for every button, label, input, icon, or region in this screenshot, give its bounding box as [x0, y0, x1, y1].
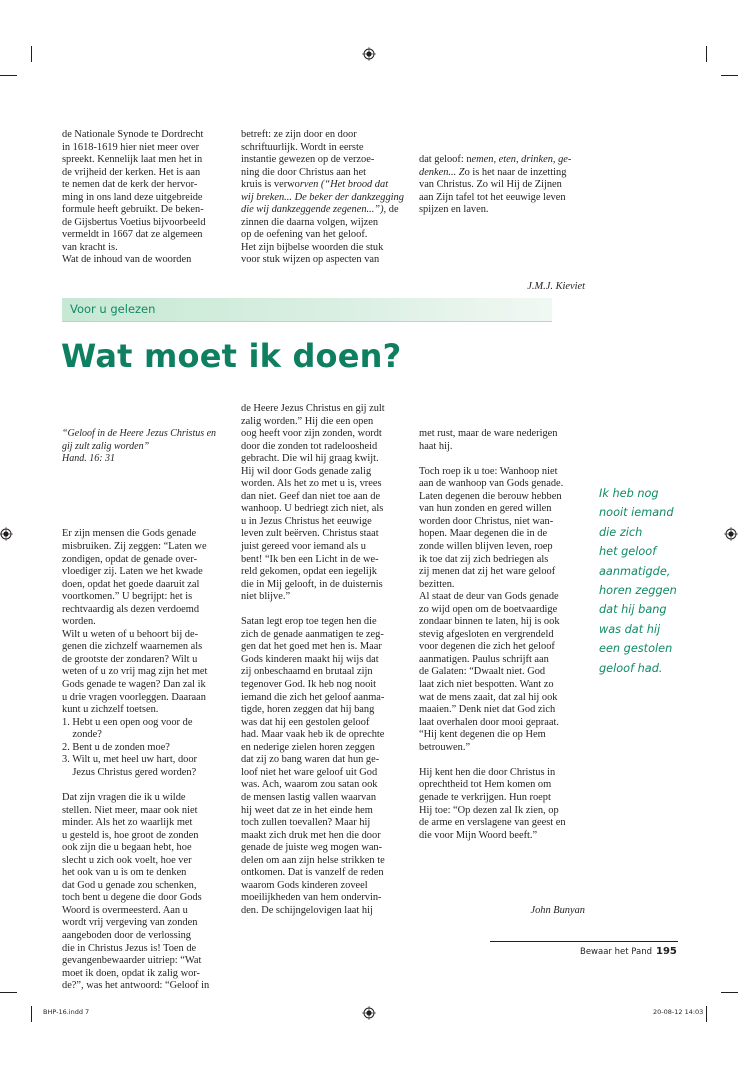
text-line: laat zich niet bespotten. Want zo [419, 679, 554, 691]
text-line: voor degenen die zich het geloof [419, 641, 555, 653]
text-line: dat God u genade zou schenken, [62, 879, 197, 891]
text-line: Hij toe: “Op dezen zal Ik zien, op [419, 804, 559, 816]
article-column-3 [419, 403, 585, 930]
text-line [62, 779, 216, 792]
article-headline: Wat moet ik doen? [61, 337, 402, 375]
text-line: weten of u zo vrij mag zijn het met [62, 666, 208, 678]
text-line: leven zult beërven. Christus staat [241, 528, 379, 540]
text-line: was. Ach, waarom zou satan ook [241, 779, 378, 791]
text-line: loof niet het ware geloof uit God [241, 766, 378, 778]
text-line: niet blijve.” [241, 591, 291, 603]
text-line: dan niet. Geef dan niet toe aan de [241, 490, 381, 502]
text-line: doen, opdat het goede daaruit zal [62, 578, 200, 590]
text-line: ming in ons land deze uitgebreide [62, 191, 203, 203]
text-line: instantie gewezen op de verzoe- [241, 154, 375, 166]
text-line: maaien.” Denk niet dat God zich [419, 704, 556, 716]
text-line: Hij kent hen die door Christus in [419, 766, 556, 778]
text-line: de Gijsbertus Voetius bijvoorbeeld [62, 216, 206, 228]
text-line: van kracht is. [62, 241, 118, 253]
text-line: dat geloof: nemen, eten, drinken, ge- [419, 154, 572, 166]
text-line: u gesteld is, hoe groot de zonden [62, 829, 199, 841]
text-line: Hand. 16: 31 [62, 453, 116, 465]
text-line: toch zullen toevallen? Maar hij [241, 817, 371, 829]
section-label: Voor u gelezen [70, 302, 156, 316]
text-line: de?”, was het antwoord: “Geloof in [62, 980, 210, 992]
text-line: stellen. Niet meer, maar ook niet [62, 804, 198, 816]
text-line: tigde, horen zeggen dat hij bang [241, 704, 375, 716]
text-line: zonde willen blijven leven, roep [419, 541, 553, 553]
crop-mark [31, 1006, 32, 1022]
text-line: wij breken... De beker der dankzegging [241, 191, 404, 203]
text-line: minder. Als het zo waarlijk met [62, 817, 193, 829]
registration-mark-icon [724, 527, 738, 541]
text-line: rechtvaardig als dezen verdoemd [62, 603, 200, 615]
text-line: betrouwen.” [419, 741, 471, 753]
text-line: Wilt u weten of u behoort bij de- [62, 628, 199, 640]
text-line: de Nationale Synode te Dordrecht [62, 129, 204, 140]
text-line: Wat de inhoud van de woorden [62, 254, 192, 266]
text-line: reld gekomen, opdat een iegelijk [241, 566, 377, 578]
text-line: Woord is overmeesterd. Aan u [62, 904, 188, 916]
text-line: 3. Wilt u, met heel uw hart, door [62, 754, 198, 766]
text-line: de Heere Jezus Christus en gij zult [241, 403, 385, 414]
text-line: geloof had. [599, 661, 663, 675]
text-line: zondigen, opdat de genade over- [62, 553, 198, 565]
article-column-2 [241, 403, 385, 917]
text-line: gij zult zalig worden” [62, 440, 150, 452]
epigraph [62, 428, 216, 466]
text-line: delen om aan zijn helse strikken te [241, 854, 385, 866]
text-line: zo wijd open om de boetvaardige [419, 603, 558, 615]
text-line: stevig afgesloten en vergrendeld [419, 628, 554, 640]
text-line: die in Mij gelooft, in de duisternis [241, 578, 383, 590]
text-line: met rust, maar de ware nederigen [419, 428, 558, 440]
text-line: in 1618-1619 hier niet meer over [62, 141, 200, 153]
text-line: u drie vragen voorleggen. Daaraan [62, 691, 206, 703]
text-line: toch bent u degene die door Gods [62, 892, 202, 904]
text-line: de grootste der zondaren? Wilt u [62, 653, 198, 665]
text-line: op de oefening van het geloof. [241, 229, 368, 241]
text-line: spijzen en laven. [419, 204, 489, 216]
text-line: dat zij zo bang waren dat hun ge- [241, 754, 380, 766]
text-line: het geloof [599, 545, 657, 559]
text-line: kruis is verworven (“Het brood dat [241, 179, 389, 191]
top-column-1 [62, 129, 206, 267]
slug-filename: BHP-16.indd 7 [43, 1008, 90, 1016]
text-line: zondaar binnen te laten, hij is ook [419, 616, 560, 628]
text-line: 2. Bent u de zonden moe? [62, 741, 170, 753]
text-line: voortkomen.” U begrijpt: het is [62, 591, 193, 603]
top-column-3-text [419, 154, 585, 217]
text-line: worden. Als het zo met u is, vrees [241, 478, 382, 490]
text-line: Jezus Christus gered worden? [62, 766, 197, 778]
text-line: genade de juiste weg mogen wan- [241, 842, 383, 854]
text-line: Laten degenen die berouw hebben [419, 490, 562, 502]
text-line: ning die door Christus aan het [241, 166, 366, 178]
text-line: ik toe dat zij zich bedriegen als [419, 553, 549, 565]
text-line [241, 604, 385, 617]
text-line: bezitten. [419, 578, 455, 590]
text-line: gebracht. Die wil hij graag kwijt. [241, 453, 379, 465]
text-line: spreekt. Kennelijk laat men het in [62, 154, 203, 166]
article-column-1 [62, 403, 216, 1005]
text-line [419, 453, 585, 466]
text-line: dat hij bang [599, 603, 667, 617]
text-line: had. Maar vaak heb ik de oprechte [241, 729, 385, 741]
crop-mark [0, 75, 17, 76]
article-column-3-text [419, 428, 585, 842]
page-number: 195 [656, 946, 677, 957]
text-line: schriftuurlijk. Wordt in eerste [241, 141, 364, 153]
text-line: “Geloof in de Heere Jezus Christus en [62, 428, 217, 440]
text-line: iemand die zich het geloof aanma- [241, 691, 385, 703]
text-line: het ook van u is om te denken [62, 867, 187, 879]
text-line: misbruiken. Zij zeggen: “Laten we [62, 541, 207, 553]
text-line: Gods kinderen maakt hij wijs dat [241, 653, 379, 665]
text-line: denken... Zo is het naar de inzetting [419, 166, 567, 178]
text-line: door die zonden tot radeloosheid [241, 440, 378, 452]
text-line: zich de genade aanmatigen te zeg- [241, 628, 384, 640]
text-line: oog heeft voor zijn zonden, wordt [241, 428, 382, 440]
text-line: Hij wil door Gods genade zalig [241, 465, 372, 477]
text-line: de mensen lastig vallen waarvan [241, 791, 377, 803]
article-column-1-text [62, 528, 216, 992]
text-line: Gods genade te wagen? Dan zal ik [62, 679, 206, 691]
text-line: kunt u zichzelf toetsen. [62, 704, 159, 716]
registration-mark-icon [0, 527, 13, 541]
text-line: worden. [62, 616, 96, 628]
text-line: hopen. Maar degenen die in de [419, 528, 548, 540]
text-line: die wij dankzeggende zegenen...”), de [241, 204, 399, 216]
text-line: horen zeggen [599, 584, 677, 598]
text-line: die in Christus Jezus is! Toen de [62, 942, 197, 954]
text-line: bent! “Ik ben een Licht in de we- [241, 553, 379, 565]
crop-mark [0, 992, 17, 993]
text-line: de arme en verslagene van geest en [419, 817, 566, 829]
text-line: zalig worden.” Hij die een open [241, 415, 374, 427]
crop-mark [706, 46, 707, 62]
text-line: waarom Gods kinderen zoveel [241, 879, 368, 891]
article-signature: John Bunyan [530, 904, 585, 916]
text-line: hij weet dat ze in het einde hem [241, 804, 373, 816]
text-line: Dat zijn vragen die ik u wilde [62, 791, 186, 803]
text-line: te nemen dat de kerk der hervor- [62, 179, 198, 191]
text-line: haat hij. [419, 440, 453, 452]
crop-mark [706, 1006, 707, 1022]
text-line: zij menen dat zij het ware geloof [419, 566, 556, 578]
text-line: “Hij kent degenen die op Hem [419, 729, 546, 741]
text-line: 1. Hebt u een open oog voor de [62, 716, 193, 728]
text-line: maakt zich druk met hen die door [241, 829, 381, 841]
text-line: ontkomen. Dat is vanzelf de reden [241, 867, 384, 879]
text-line: aangeboden door de verlossing [62, 929, 191, 941]
text-line: die zich [599, 525, 643, 539]
text-line: genen die zichzelf waarnemen als [62, 641, 203, 653]
text-line: van hun zonden en gered willen [419, 503, 552, 515]
text-line: betreft: ze zijn door en door [241, 129, 357, 140]
text-line: en nederige zielen horen zeggen [241, 741, 375, 753]
text-line: worden door Christus, niet wan- [419, 515, 554, 527]
text-line: wordt vrij vergeving van zonden [62, 917, 198, 929]
text-line: moet ik doen, opdat ik zalig wor- [62, 967, 201, 979]
text-line: ook zijn die u begaan hebt, hoe [62, 842, 192, 854]
pull-quote [599, 484, 709, 678]
text-line: van Christus. Zo wil Hij de Zijnen [419, 179, 562, 191]
text-line: gen dat het goed met hen is. Maar [241, 641, 382, 653]
text-line: moeilijkheden van hem ondervin- [241, 892, 382, 904]
text-line: aan de wanhoop van Gods genade. [419, 478, 564, 490]
text-line: nooit iemand [599, 506, 674, 520]
magazine-name: Bewaar het Pand [580, 947, 653, 957]
text-line: aanmatigde, [599, 564, 671, 578]
top-column-2 [241, 129, 404, 267]
text-line: zij onbeschaamd en brutaal zijn [241, 666, 373, 678]
text-line: wat de mens zaait, dat zal hij ook [419, 691, 558, 703]
text-line: gevangenbewaarder uitriep: “Wat [62, 955, 202, 967]
author-signature: J.M.J. Kieviet [527, 280, 585, 292]
text-line: genade te verkrijgen. Hun roept [419, 791, 551, 803]
registration-mark-icon [362, 47, 376, 61]
footer [580, 946, 677, 957]
text-line: was dat hij een gestolen geloof [241, 716, 370, 728]
crop-mark [721, 992, 738, 993]
registration-mark-icon [362, 1006, 376, 1020]
text-line: de vrijheid der kerken. Het is aan [62, 166, 201, 178]
text-line [419, 754, 585, 767]
text-line: Ik heb nog [599, 487, 659, 500]
crop-mark [721, 75, 738, 76]
text-line: Toch roep ik u toe: Wanhoop niet [419, 465, 558, 477]
text-line: wanhoop. U bedriegt zich niet, als [241, 503, 384, 515]
text-line: zonde? [62, 729, 102, 741]
text-line: juist gereed voor iemand als u [241, 541, 366, 553]
text-line: vermeldt in 1667 dat ze algemeen [62, 229, 203, 241]
section-divider [62, 321, 552, 322]
slug-timestamp: 20-08-12 14:03 [653, 1008, 704, 1016]
text-line: vloediger zij. Laten we het kwade [62, 566, 203, 578]
text-line: voor stuk wijzen op aspecten van [241, 254, 380, 266]
text-line: Het zijn bijbelse woorden die stuk [241, 241, 384, 253]
text-line: slecht u zich ook voelt, hoe ver [62, 854, 192, 866]
section-banner [62, 298, 552, 322]
text-line: aanmatigen. Paulus schrijft aan [419, 653, 549, 665]
text-line: oprechtheid tot Hem komen om [419, 779, 552, 791]
text-line: Er zijn mensen die Gods genade [62, 528, 197, 540]
text-line: een gestolen [599, 642, 673, 656]
text-line: tegenover God. Ik heb nog nooit [241, 679, 377, 691]
text-line: Satan legt erop toe tegen hen die [241, 616, 377, 628]
text-line: formule heeft gebruikt. De beken- [62, 204, 204, 216]
text-line: den. De schijngelovigen laat hij [241, 904, 373, 916]
text-line: de Galaten: “Dwaalt niet. God [419, 666, 546, 678]
text-line: aan Zijn tafel tot het eeuwige leven [419, 191, 566, 203]
text-line: Al staat de deur van Gods genade [419, 591, 559, 603]
crop-mark [31, 46, 32, 62]
text-line: u in Jezus Christus het eeuwige [241, 515, 372, 527]
footer-rule [490, 941, 678, 942]
top-column-3 [419, 129, 585, 306]
text-line: zinnen die daarna volgen, wijzen [241, 216, 379, 228]
text-line: laat overhalen door mooi gepraat. [419, 716, 559, 728]
text-line: die voor Mijn Woord beeft.” [419, 829, 538, 841]
text-line: was dat hij [599, 622, 661, 636]
